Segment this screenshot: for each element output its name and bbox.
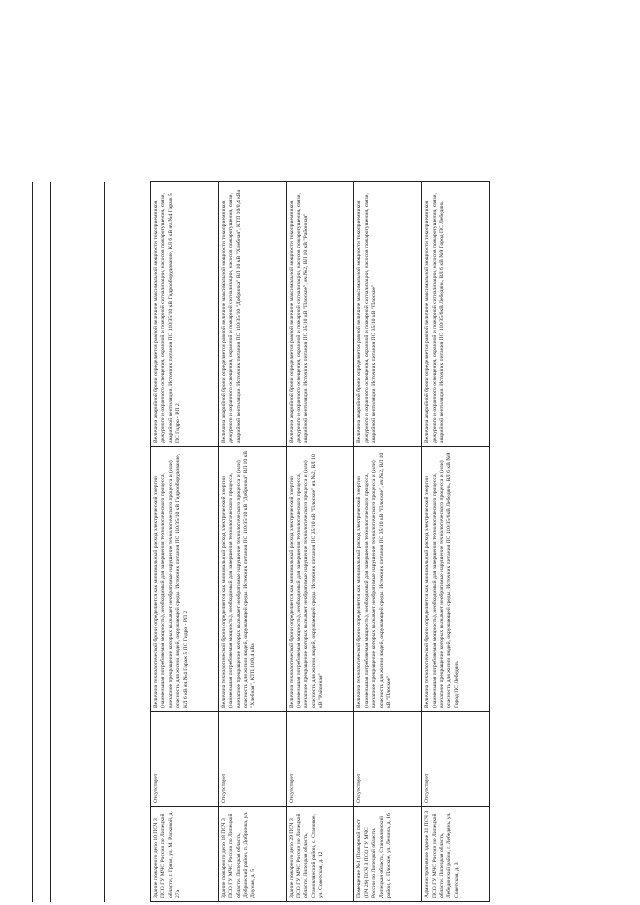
table-row (151, 182, 219, 902)
tech-reserve-cell: Величина технологической брони определяется как минимальный расход электрической энергии (наименьшая потребляемая мощность), необходимый для завершения технологического процесса, внезапное прекращение которых вызывает необратимые нарушение технологического процесса и (или) опасность для жизни людей, окружающей среды. Источник питания ПС 35/10 кВ "Плоское" яч.№2, ВЛ 10 кВ "Районная" (286, 447, 354, 712)
location-cell: Административное здание 31 ПСЧ 3 ПСО ГУ МЧС России по Липецкой области. Липецкая область, Лебедянский район, г. Лебедянь, ул. Советская, д. 3 (422, 807, 490, 902)
tech-reserve-cell: Величина технологической брони определяется как минимальный расход электрической энергии (наименьшая потребляемая мощность), необходимый для завершения технологического процесса, внезапное прекращение которых вызывает необратимые нарушение технологического процесса и (или) опасность для жизни людей, окружающей среды. Источник питания ПС 110/35/10 кВ "Добринка" ВЛ 10 кВ "Хлебная", КТП 10/0,4 кВа (218, 447, 286, 712)
tech-reserve-cell: Величина технологической брони определяется как минимальный расход электрической энергии (наименьшая потребляемая мощность), необходимый для завершения технологического процесса, внезапное прекращение которых вызывает необратимые нарушение технологического процесса и (или) опасность для жизни людей, окружающей среды. Источник питания ПС 35/10 кВ "Плоское", яч.№2, ВЛ 10 кВ "Плоское" (354, 447, 422, 712)
location-cell: Здание пожарного депо 29 ПСЧ 3 ПСО ГУ МЧС России по Липецкой области. Липецкая область, Становлянский район, с. Становое, ул. Советская, д. 12 (286, 807, 354, 902)
table-row (218, 182, 286, 902)
measure-cell: Отсутствует (151, 712, 219, 807)
table-row (354, 182, 422, 902)
table-row (422, 182, 490, 902)
table-row (286, 182, 354, 902)
rotated-table-container (150, 182, 490, 902)
reserve-table (150, 181, 490, 902)
tech-reserve-cell: Величина технологической брони определяется как минимальный расход электрической энергии (наименьшая потребляемая мощность), необходимый для завершения технологического процесса, внезапное прекращение которых вызывает необратимые нарушение технологического процесса и (или) опасность для жизни людей, окружающей среды. Источник питания ПС 110/35/6кВ Лебедянь, ВЛ 6 кВ №9 Город ПС Лебедянь (422, 447, 490, 712)
measure-cell: Отсутствует (218, 712, 286, 807)
location-cell: Здание пожарного депо 10 ПСЧ 3 ПСО ГУ МЧС России по Липецкой области, г. Грязи, ул. М. Расковой, д. 27а (151, 807, 219, 902)
tech-reserve-cell: Величина технологической брони определяется как минимальный расход электрической энергии (наименьшая потребляемая мощность), необходимый для завершения технологического процесса, внезапное прекращение которых вызывает необратимые нарушение технологического процесса и (или) опасность для жизни людей, окружающей среды. Источник питания ПС 110/35/10 кВ Гидрооборудование, КЛ 6 кВ яч.№4 Гараж 5 ПС Гидро - РП 2 (151, 447, 219, 712)
emergency-reserve-cell: Величина аварийной брони определяется равной величине максимальной мощности токоприемников дежурного и охранного освещения, охранной и пожарной сигнализации, насосов пожаротушения, связи, аварийной вентиляции. Источник питания ПС 35/10 кВ "Плоское" (354, 182, 422, 447)
rule-line-top (104, 182, 105, 902)
rule-line-middle (50, 182, 51, 902)
location-cell: Здание пожарного депо 18 ПСЧ 3 ПСО ГУ МЧС России по Липецкой области. Липецкая область, Добринский район, п. Добринка, ул. Днуная, д. 5 (218, 807, 286, 902)
emergency-reserve-cell: Величина аварийной брони определяется равной величине максимальной мощности токоприемников дежурного и охранного освещения, охранной и пожарной сигнализации, насосов пожаротушения, связи, аварийной вентиляции. Источник питания ПС 110/35/10 кВ Гидрооборудование, КЛ 6 кВ яч.№4 Гараж 5 ПС Гидро - РП 2 (151, 182, 219, 447)
emergency-reserve-cell: Величина аварийной брони определяется равной величине максимальной мощности токоприемников дежурного и охранного освещения, охранной и пожарной сигнализации, насосов пожаротушения, связи, аварийной вентиляции. Источник питания ПС 110/35/10 "Добринка" ВЛ 10 кВ "Хлебная", КТП 10/0,4 кВа (218, 182, 286, 447)
measure-cell: Отсутствует (286, 712, 354, 807)
emergency-reserve-cell: Величина аварийной брони определяется равной величине максимальной мощности токоприемников дежурного и охранного освещения, охранной и пожарной сигнализации, насосов пожаротушения, связи, аварийной вентиляции. Источник питания ПС 35/10 кВ "Плоское", яч.№2, ВЛ 10 кВ "Районная" (286, 182, 354, 447)
measure-cell: Отсутствует (422, 712, 490, 807)
location-cell: Помещение №1 (Пожарный пост (ПЧ 29) ПСЧ 3 ПСО ГУ МЧС России по Липецкой области. Липецкая область, Становлянский район, с. Плоское, ул. Ленина, д. 16 (354, 807, 422, 902)
rule-line-bottom (32, 182, 33, 902)
emergency-reserve-cell: Величина аварийной брони определяется равной величине максимальной мощности токоприемников дежурного и охранного освещения, охранной и пожарной сигнализации, насосов пожаротушения, связи, аварийной вентиляции. Источник питания ПС 110/35/6кВ Лебедянь, ВЛ 6 кВ №9 Город ПС Лебедянь (422, 182, 490, 447)
measure-cell: Отсутствует (354, 712, 422, 807)
